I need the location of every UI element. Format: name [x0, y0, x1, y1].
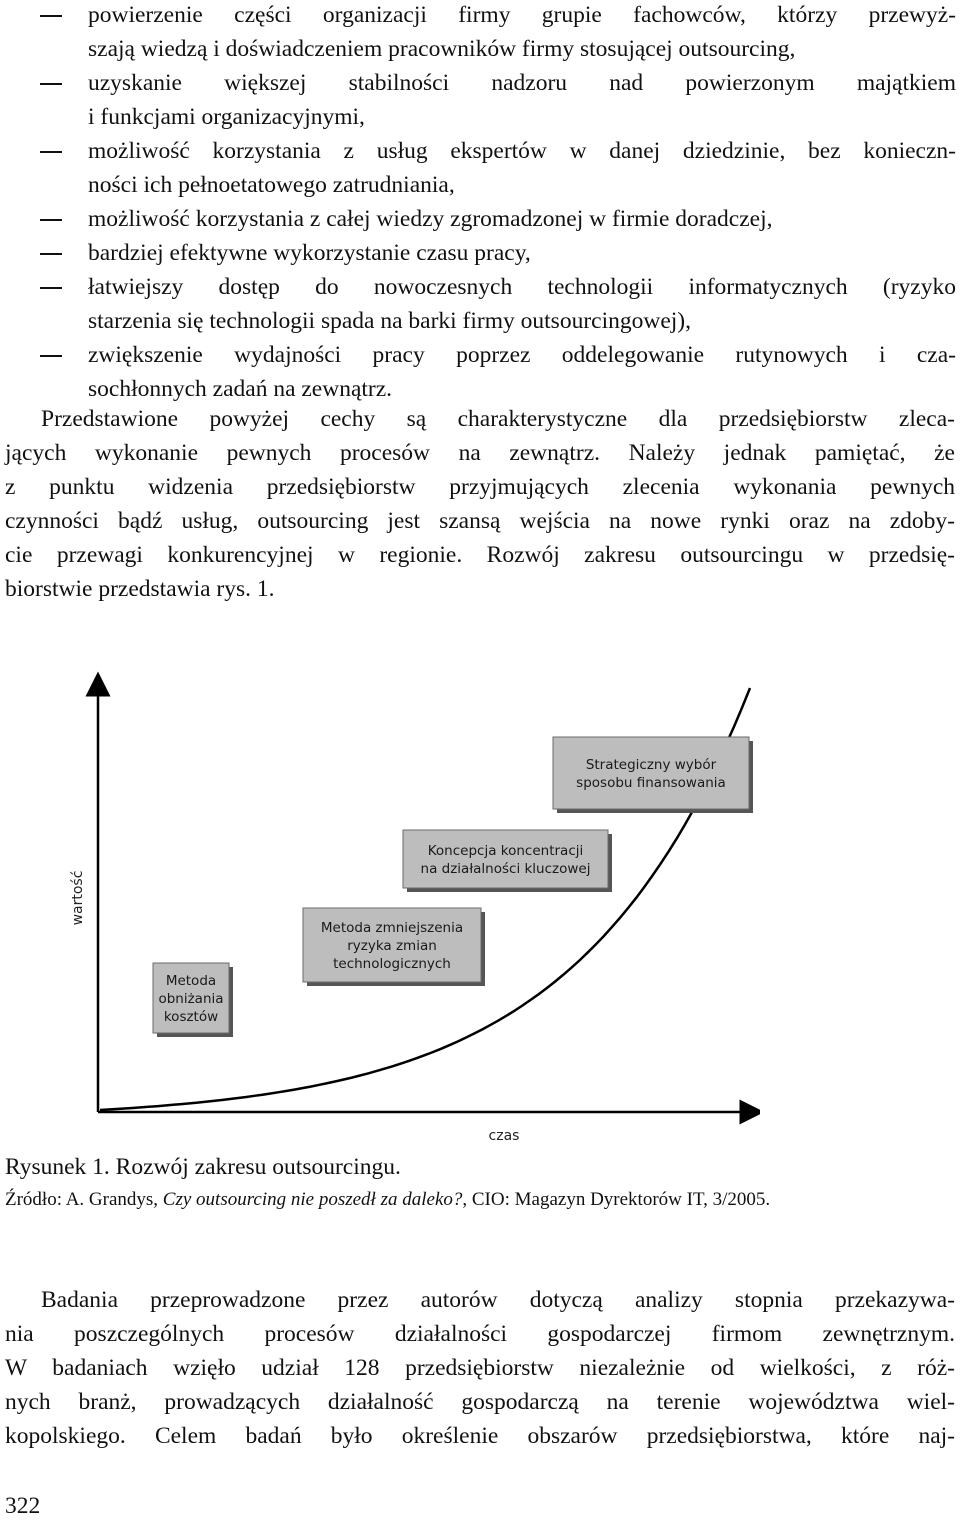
box-cost-reduction [153, 963, 233, 1037]
box-label-line: ryzyka zmian [347, 938, 437, 954]
bullet-line: możliwość korzystania z usług ekspertów w danej dziedzinie, bez konieczn- [88, 138, 956, 164]
box-label-line: technologicznych [333, 956, 451, 972]
bullet-line: sochłonnych zadań na zewnątrz. [88, 376, 393, 402]
paragraph-line: biorstwie przedstawia rys. 1. [5, 576, 275, 602]
box-strategic-financing [553, 737, 753, 813]
bullet-line: uzyskanie większej stabilności nadzoru nad powierzonym majątkiem [88, 70, 956, 96]
box-label-line: na działalności kluczowej [420, 861, 591, 877]
bullet-dash [40, 151, 62, 153]
paragraph-line: W badaniach wzięło udział 128 przedsiębiorstw niezależnie od wielkości, z róż- [5, 1355, 955, 1381]
box-label-line: Metoda zmniejszenia [320, 920, 464, 936]
stage-boxes [153, 737, 753, 1037]
box-core-business [403, 830, 612, 892]
paragraph-line: Badania przeprowadzone przez autorów dotyczą analizy stopnia przekazywa- [41, 1287, 955, 1313]
paragraph-line: jących wykonanie pewnych procesów na zewnątrz. Należy jednak pamiętać, że [5, 440, 955, 466]
bullet-line: bardziej efektywne wykorzystanie czasu pracy, [88, 240, 531, 266]
source-suffix: , CIO: Magazyn Dyrektorów IT, 3/2005. [462, 1189, 771, 1210]
y-axis-label: wartość [70, 870, 86, 926]
box-fill [553, 737, 749, 809]
bullet-line: zwiększenie wydajności pracy poprzez oddelegowanie rutynowych i cza- [88, 342, 956, 368]
bullet-dash [40, 355, 62, 357]
page-number: 322 [5, 1493, 41, 1519]
bullet-line: szają wiedzą i doświadczeniem pracowników firmy stosującej outsourcing, [88, 36, 796, 62]
source-prefix: Źródło: A. Grandys, [5, 1189, 163, 1210]
bullet-dash [40, 287, 62, 289]
paragraph-line: czynności bądź usług, outsourcing jest szansą wejścia na nowe rynki oraz na zdoby- [5, 508, 955, 534]
bullet-line: starzenia się technologii spada na barki firmy outsourcingowej), [88, 308, 691, 334]
box-fill [403, 830, 608, 888]
figure-source [5, 1186, 770, 1214]
figure-outsourcing-development [60, 670, 760, 1150]
paragraph-line: cie przewagi konkurencyjnej w regionie. Rozwój zakresu outsourcingu w przedsię- [5, 542, 955, 568]
box-label-line: kosztów [163, 1009, 219, 1025]
bullet-dash [40, 219, 62, 221]
bullet-dash [40, 83, 62, 85]
box-technology-risk [303, 908, 485, 986]
bullet-dash [40, 15, 62, 17]
x-axis-label: czas [488, 1128, 520, 1144]
bullet-line: i funkcjami organizacyjnymi, [88, 104, 365, 130]
bullet-line: ności ich pełnoetatowego zatrudniania, [88, 172, 455, 198]
paragraph-line: Przedstawione powyżej cechy są charakterystyczne dla przedsiębiorstw zleca- [41, 406, 955, 432]
paragraph-line: nia poszczególnych procesów działalności gospodarczej firmom zewnętrznym. [5, 1321, 955, 1347]
source-title: Czy outsourcing nie poszedł za daleko? [162, 1189, 463, 1210]
bullet-dash [40, 253, 62, 255]
paragraph-line: kopolskiego. Celem badań było określenie obszarów przedsiębiorstwa, które naj- [5, 1423, 955, 1449]
bullet-line: możliwość korzystania z całej wiedzy zgromadzonej w firmie doradczej, [88, 206, 773, 232]
figure-caption: Rysunek 1. Rozwój zakresu outsourcingu. [5, 1154, 401, 1180]
box-label-line: Koncepcja koncentracji [427, 843, 584, 859]
box-label-line: sposobu finansowania [576, 775, 726, 791]
bullet-line: łatwiejszy dostęp do nowoczesnych technologii informatycznych (ryzyko [88, 274, 956, 300]
box-label-line: Metoda [165, 973, 217, 989]
paragraph-line: z punktu widzenia przedsiębiorstw przyjmujących zlecenia wykonania pewnych [5, 474, 955, 500]
box-label-line: Strategiczny wybór [585, 757, 717, 773]
box-label-line: obniżania [158, 991, 224, 1007]
bullet-line: powierzenie części organizacji firmy grupie fachowców, którzy przewyż- [88, 2, 956, 28]
paragraph-line: nych branż, prowadzących działalność gospodarczą na terenie województwa wiel- [5, 1389, 955, 1415]
